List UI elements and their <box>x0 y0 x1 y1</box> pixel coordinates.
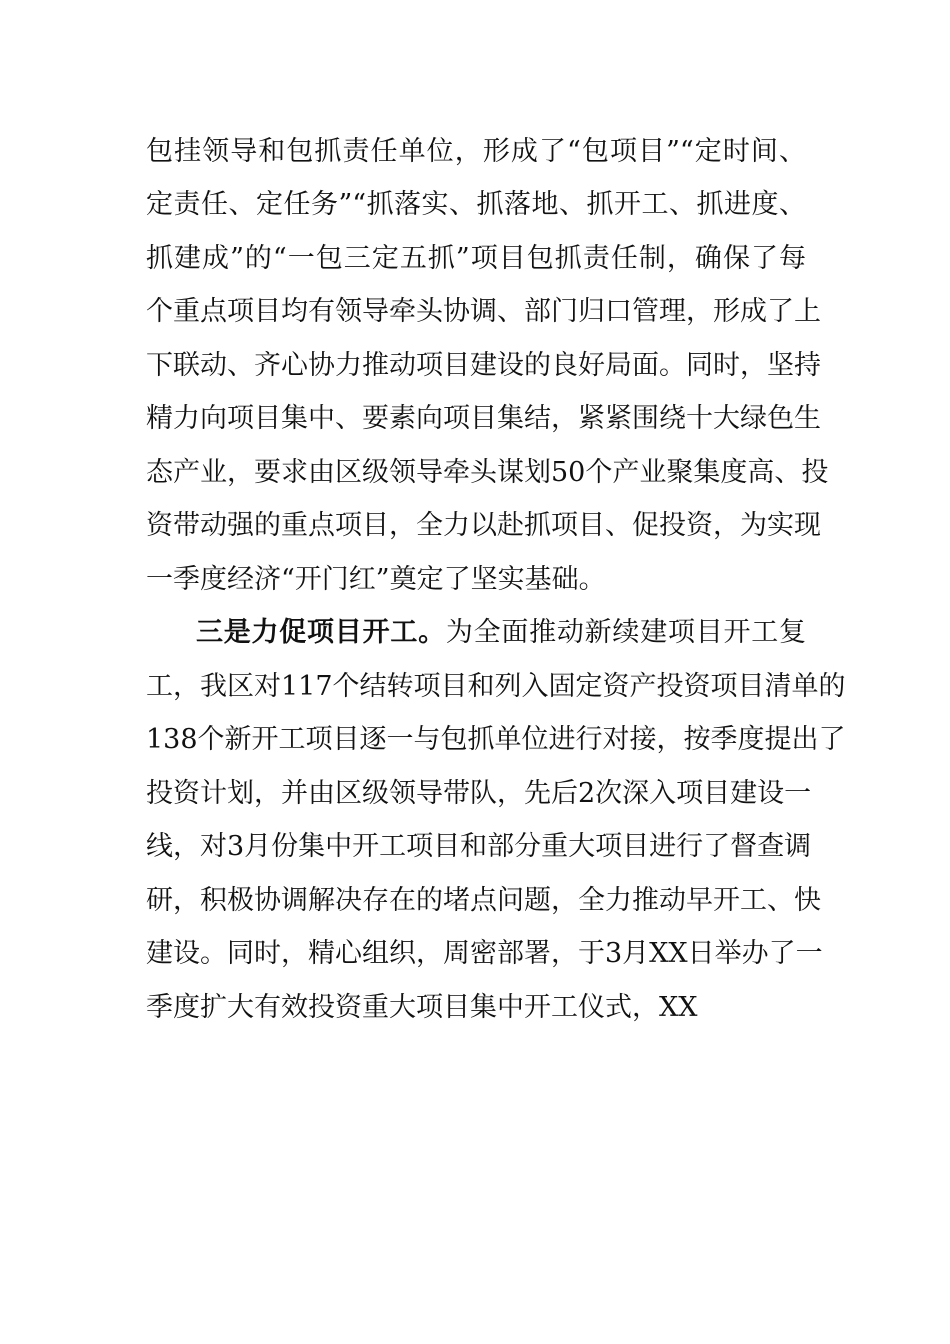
paragraph-2-line-1 <box>196 613 806 653</box>
paragraph-2-line-7: 建设。同时，精心组织，周密部署，于3月XX日举办了一 <box>146 938 823 969</box>
paragraph-1-line-6: 精力向项目集中、要素向项目集结，紧紧围绕十大绿色生 <box>146 403 821 434</box>
paragraph-1-line-3: 抓建成”的“一包三定五抓”项目包抓责任制，确保了每 <box>146 243 806 274</box>
paragraph-2-line-6: 研，积极协调解决存在的堵点问题，全力推动早开工、快 <box>146 885 821 916</box>
paragraph-1-line-7: 态产业，要求由区级领导牵头谋划50个产业聚集度高、投 <box>146 457 829 488</box>
paragraph-1-line-4: 个重点项目均有领导牵头协调、部门归口管理，形成了上 <box>146 296 821 327</box>
paragraph-2-heading: 三是力促项目开工。 <box>196 617 446 648</box>
paragraph-2-line-3: 138个新开工项目逐一与包抓单位进行对接，按季度提出了 <box>146 724 846 755</box>
paragraph-1-line-2: 定责任、定任务”“抓落实、抓落地、抓开工、抓进度、 <box>146 189 806 220</box>
paragraph-2-first-line-text: 为全面推动新续建项目开工复 <box>445 617 807 648</box>
paragraph-1-line-8: 资带动强的重点项目，全力以赴抓项目、促投资，为实现 <box>146 510 821 541</box>
paragraph-2-line-5: 线，对3月份集中开工项目和部分重大项目进行了督查调 <box>146 831 812 862</box>
paragraph-2-line-4: 投资计划，并由区级领导带队，先后2次深入项目建设一 <box>146 778 812 809</box>
paragraph-1-line-1: 包挂领导和包抓责任单位，形成了“包项目”“定时间、 <box>146 136 806 167</box>
paragraph-1-line-5: 下联动、齐心协力推动项目建设的良好局面。同时，坚持 <box>146 350 821 381</box>
paragraph-2-line-8: 季度扩大有效投资重大项目集中开工仪式，XX <box>146 992 698 1023</box>
paragraph-2-line-2: 工，我区对117个结转项目和列入固定资产投资项目清单的 <box>146 671 846 702</box>
paragraph-1-line-9: 一季度经济“开门红”奠定了坚实基础。 <box>146 564 606 595</box>
